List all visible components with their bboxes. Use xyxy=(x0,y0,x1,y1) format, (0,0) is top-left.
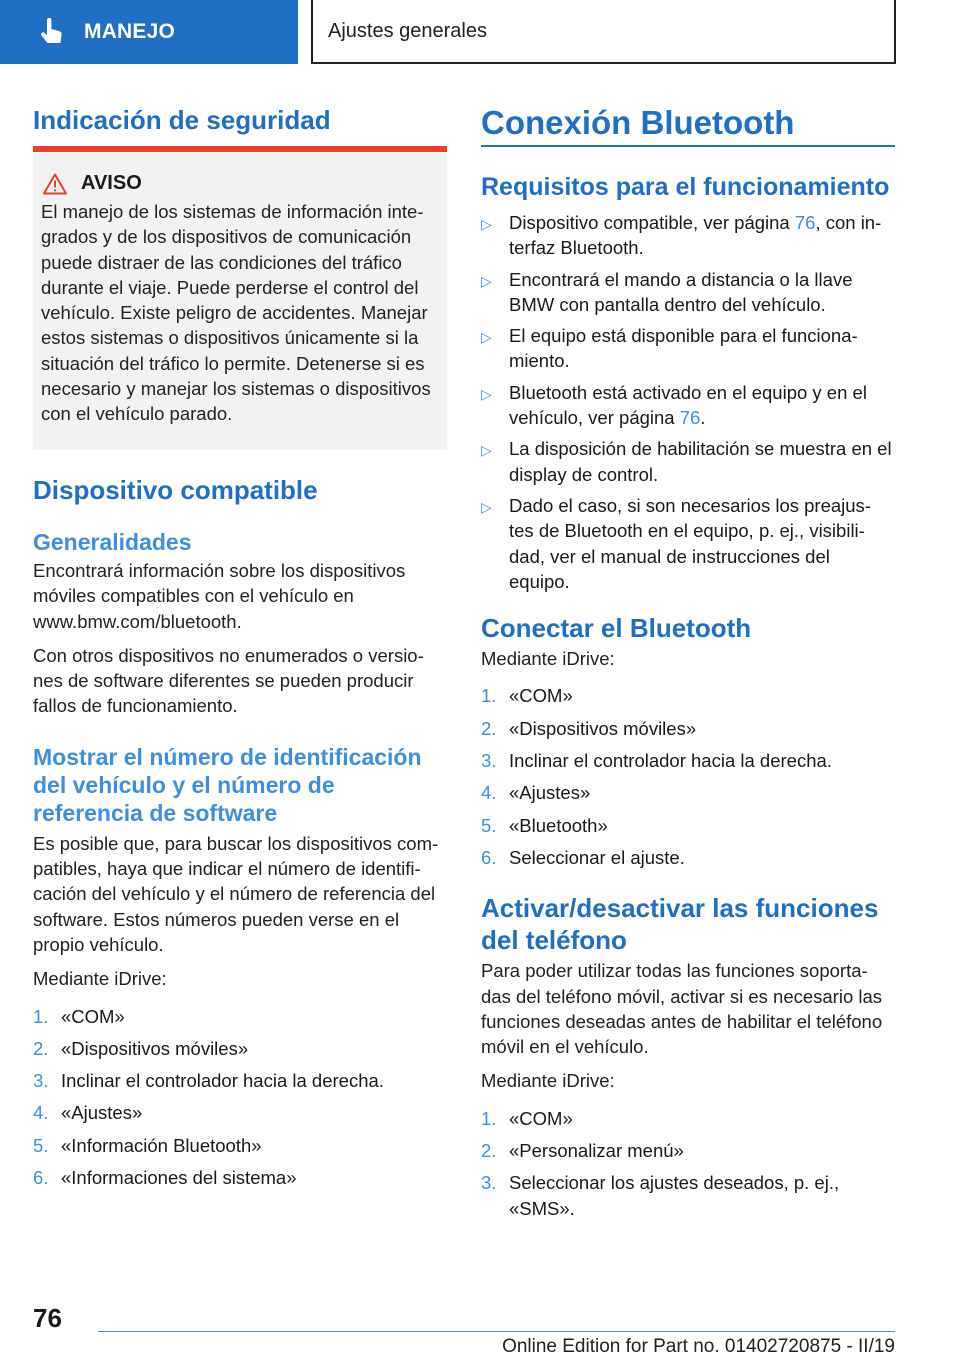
item-text: El equipo está disponible para el funciona-miento. xyxy=(509,325,858,372)
heading-rule xyxy=(481,145,895,147)
step-text: «COM» xyxy=(509,1107,573,1129)
step-number: 1. xyxy=(33,1005,49,1027)
safety-heading: Indicación de seguridad xyxy=(33,105,331,135)
step-text: «Personalizar menú» xyxy=(509,1140,684,1162)
triangle-bullet-icon: ▷ xyxy=(481,442,492,459)
step-number: 6. xyxy=(33,1167,49,1189)
step-number: 5. xyxy=(33,1134,49,1156)
right-column xyxy=(481,172,895,1228)
list-item xyxy=(33,1100,447,1125)
left-column xyxy=(33,474,447,1197)
list-item xyxy=(481,845,895,870)
id-paragraph: Es posible que, para buscar los dispositivos com-patibles, haya que indicar el número de identifi-cación del vehículo y el número de referencia del software. Estos números pueden verse en el propio vehículo. xyxy=(33,832,439,955)
phone-heading: Activar/desactivar las funciones del teléfono xyxy=(481,893,879,956)
list-item xyxy=(481,1138,895,1163)
step-number: 2. xyxy=(33,1037,49,1059)
step-text: «Dispositivos móviles» xyxy=(61,1037,249,1059)
step-number: 3. xyxy=(481,1172,497,1194)
item-text: La disposición de habilitación se muestra en el display de control. xyxy=(509,438,892,485)
step-text: Inclinar el controlador hacia la derecha. xyxy=(61,1070,384,1092)
list-item xyxy=(481,323,895,374)
step-number: 5. xyxy=(481,814,497,836)
list-item xyxy=(481,1170,895,1221)
page-link[interactable]: 76 xyxy=(679,407,701,429)
list-item xyxy=(481,210,895,261)
general-heading: Generalidades xyxy=(33,529,192,555)
list-item xyxy=(481,780,895,805)
list-item xyxy=(481,436,895,487)
step-number: 4. xyxy=(481,782,497,804)
step-text: «Bluetooth» xyxy=(509,814,608,836)
step-number: 6. xyxy=(481,846,497,868)
connect-idrive-label: Mediante iDrive: xyxy=(481,648,615,670)
id-heading: Mostrar el número de identificación del vehículo y el número de referencia de software xyxy=(33,743,422,826)
warning-title: AVISO xyxy=(81,172,142,194)
step-number: 1. xyxy=(481,685,497,707)
warning-box xyxy=(33,146,447,450)
requirements-list xyxy=(481,210,895,594)
id-steps-list xyxy=(33,1004,447,1191)
step-text: «COM» xyxy=(509,685,573,707)
step-text: «Ajustes» xyxy=(509,782,591,804)
step-text: «COM» xyxy=(61,1005,125,1027)
list-item xyxy=(481,380,895,431)
step-text: «Dispositivos móviles» xyxy=(509,717,697,739)
list-item xyxy=(33,1068,447,1093)
list-item xyxy=(481,813,895,838)
step-text: «Información Bluetooth» xyxy=(61,1134,262,1156)
step-text: Seleccionar los ajustes deseados, p. ej., «SMS». xyxy=(509,1172,840,1219)
footer-rule xyxy=(98,1331,895,1332)
step-text: «Ajustes» xyxy=(61,1102,143,1124)
item-text: Encontrará el mando a distancia o la llave BMW con pantalla dentro del vehículo. xyxy=(509,268,853,315)
list-item xyxy=(481,493,895,594)
bluetooth-heading: Conexión Bluetooth xyxy=(481,104,795,141)
connect-steps-list xyxy=(481,683,895,870)
section-label: MANEJO xyxy=(84,20,176,43)
step-number: 2. xyxy=(481,1140,497,1162)
list-item xyxy=(481,748,895,773)
footer-edition: Online Edition for Part no. 01402720875 - II/19 xyxy=(502,1336,895,1357)
list-item xyxy=(33,1004,447,1029)
list-item xyxy=(481,683,895,708)
page-link[interactable]: 76 xyxy=(794,212,816,233)
page-number: 76 xyxy=(33,1303,62,1333)
general-paragraph-2: Con otros dispositivos no enumerados o versio-nes de software diferentes se pueden producir fallos de funcionamiento. xyxy=(33,644,424,717)
phone-steps-list xyxy=(481,1106,895,1221)
item-text: Bluetooth está activado en el equipo y en el vehículo, ver página 76. xyxy=(509,381,867,429)
triangle-bullet-icon: ▷ xyxy=(481,216,492,232)
list-item xyxy=(481,267,895,318)
section-tab[interactable] xyxy=(0,0,298,64)
item-text: Dado el caso, si son necesarios los preajus-tes de Bluetooth en el equipo, p. ej., visibili-dad, ver el manual de instrucciones del equipo. xyxy=(509,494,871,592)
warning-text: El manejo de los sistemas de información inte-grados y de los dispositivos de comunicación puede distraer de las condiciones del tráfico durante el viaje. Puede perderse el control del vehículo. Existe peligro de accidentes. Manejar estos sistemas o dispositivos únicamente si la situación del tráfico lo permite. Detenerse si es necesario y manejar los sistemas o dispositivos con el vehículo parado. xyxy=(41,201,431,425)
triangle-bullet-icon: ▷ xyxy=(481,272,492,289)
step-number: 1. xyxy=(481,1107,497,1129)
list-item xyxy=(33,1165,447,1190)
phone-idrive-label: Mediante iDrive: xyxy=(481,1070,615,1092)
triangle-bullet-icon: ▷ xyxy=(481,498,492,515)
phone-paragraph: Para poder utilizar todas las funciones soporta-das del teléfono móvil, activar si es necesario las funciones deseadas antes de habilitar el teléfono móvil en el vehículo. xyxy=(481,960,883,1058)
list-item xyxy=(33,1133,447,1158)
triangle-bullet-icon: ▷ xyxy=(481,329,492,346)
list-item xyxy=(481,1106,895,1131)
step-number: 3. xyxy=(481,750,497,772)
step-text: «Informaciones del sistema» xyxy=(61,1167,297,1189)
hand-pointer-icon xyxy=(38,18,64,46)
warning-triangle-icon xyxy=(43,173,67,195)
step-number: 4. xyxy=(33,1102,49,1124)
general-paragraph-1: Encontrará información sobre los dispositivos móviles compatibles con el vehículo en www.bmw.com/bluetooth. xyxy=(33,560,406,632)
step-text: Seleccionar el ajuste. xyxy=(509,846,685,868)
chapter-title: Ajustes generales xyxy=(328,19,487,42)
list-item xyxy=(481,716,895,741)
compatible-heading: Dispositivo compatible xyxy=(33,475,318,505)
list-item xyxy=(33,1036,447,1061)
warning-title-row xyxy=(41,172,439,195)
step-text: Inclinar el controlador hacia la derecha. xyxy=(509,750,832,772)
chapter-title-box xyxy=(311,0,896,64)
item-text: Dispositivo compatible, ver página 76, con in-terfaz Bluetooth. xyxy=(509,212,882,259)
step-number: 3. xyxy=(33,1070,49,1092)
step-number: 2. xyxy=(481,717,497,739)
triangle-bullet-icon: ▷ xyxy=(481,385,492,402)
id-idrive-label: Mediante iDrive: xyxy=(33,968,167,990)
requirements-heading: Requisitos para el funcionamiento xyxy=(481,173,890,201)
connect-heading: Conectar el Bluetooth xyxy=(481,613,752,644)
